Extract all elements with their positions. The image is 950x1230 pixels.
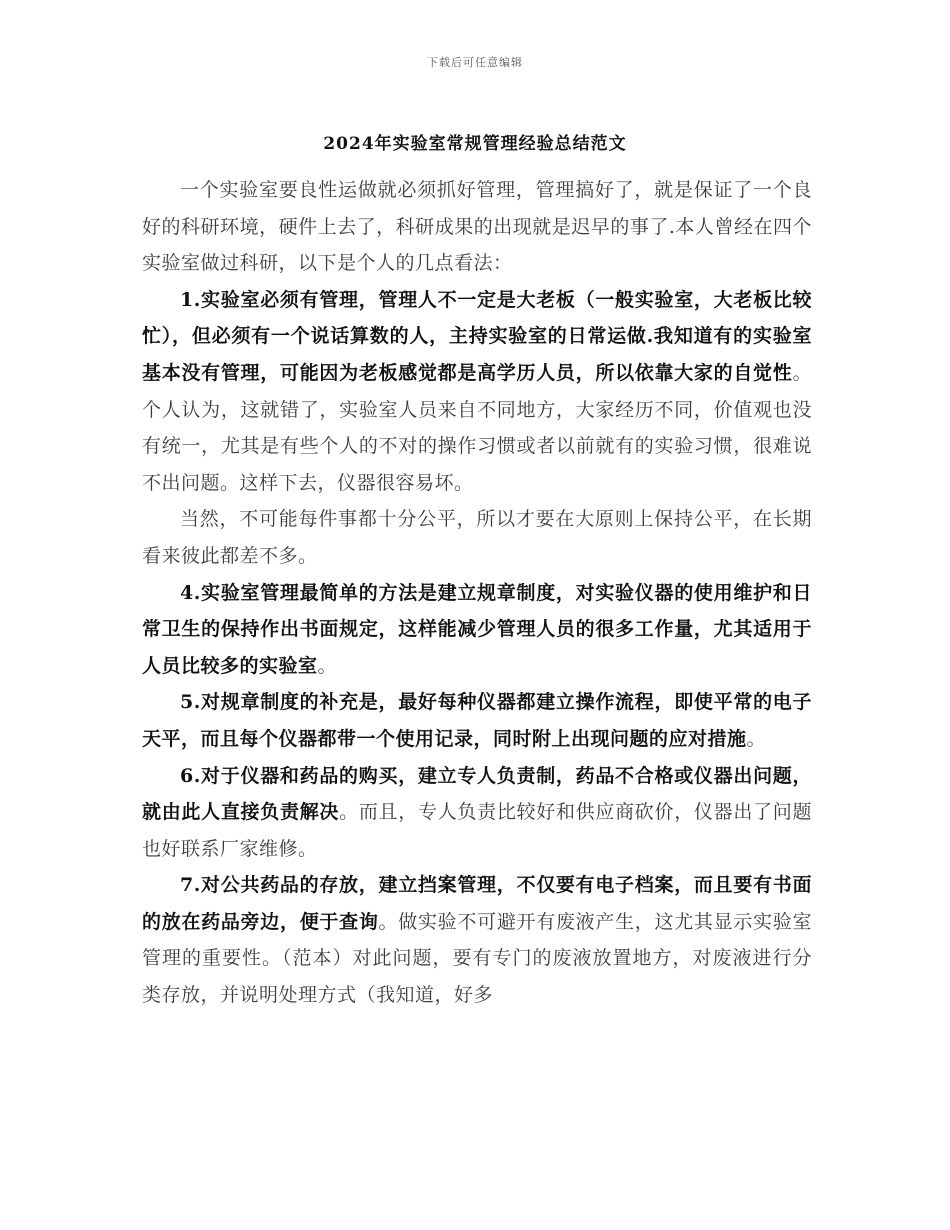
paragraph-text: 。	[317, 654, 338, 677]
paragraph-text: 。而且，专人负责比较好和供应商砍价，仪器出了问题也好联系厂家维修。	[142, 801, 812, 860]
paragraph-text: 一个实验室要良性运做就必须抓好管理，管理搞好了，就是保证了一个良好的科研环境，硬件上去了，科研成果的出现就是迟早的事了.本人曾经在四个实验室做过科研，以下是个人的几点看法：	[142, 179, 812, 275]
paragraph-bold-text: 5.对规章制度的补充是，最好每种仪器都建立操作流程，即使平常的电子天平，而且每个仪器都带一个使用记录，同时附上出现问题的应对措施	[142, 691, 812, 750]
paragraph-intro	[142, 172, 812, 282]
paragraph-point-7	[142, 867, 812, 1013]
paragraph-bold-text: 6.对于仪器和药品的购买，建立专人负责制，药品不合格或仪器出问题，就由此人直接负责解决	[142, 764, 812, 824]
paragraph-text: 。做实验不可避开有废液产生，这尤其显示实验室管理的重要性。（范本）对此问题，要有专门的废液放置地方，对废液进行分类存放，并说明处理方式（我知道，好多	[142, 910, 812, 1007]
paragraph-point-6	[142, 758, 812, 868]
paragraph-bold-text: 7.对公共药品的存放，建立挡案管理，不仅要有电子档案，而且要有书面的放在药品旁边，便于查询	[142, 874, 812, 933]
paragraph-bold-text: 4.实验室管理最简单的方法是建立规章制度，对实验仪器的使用维护和日常卫生的保持作出书面规定，这样能减少管理人员的很多工作量，尤其适用于人员比较多的实验室	[142, 581, 812, 677]
paragraph-point-5	[142, 684, 812, 757]
paragraph-text: 。	[746, 727, 767, 750]
paragraph-point-4	[142, 575, 812, 685]
paragraph-text: 当然，不可能每件事都十分公平，所以才要在大原则上保持公平，在长期看来彼此都差不多。	[142, 508, 812, 567]
page-header: 下载后可任意编辑	[427, 56, 523, 69]
paragraph-bold-text: 1.实验室必须有管理，管理人不一定是大老板（一般实验室，大老板比较忙），但必须有一个说话算数的人，主持实验室的日常运做.我知道有的实验室基本没有管理，可能因为老板感觉都是高学历人员，所以依靠大家的自觉性	[142, 288, 812, 384]
paragraph-text: 。个人认为，这就错了，实验室人员来自不同地方，大家经历不同，价值观也没有统一，尤其是有些个人的不对的操作习惯或者以前就有的实验习惯，很难说不出问题。这样下去，仪器很容易坏。	[142, 361, 812, 494]
document-body	[142, 172, 812, 1014]
document-title: 2024年实验室常规管理经验总结范文	[323, 134, 627, 154]
paragraph-fairness	[142, 501, 812, 574]
paragraph-point-1	[142, 282, 812, 502]
